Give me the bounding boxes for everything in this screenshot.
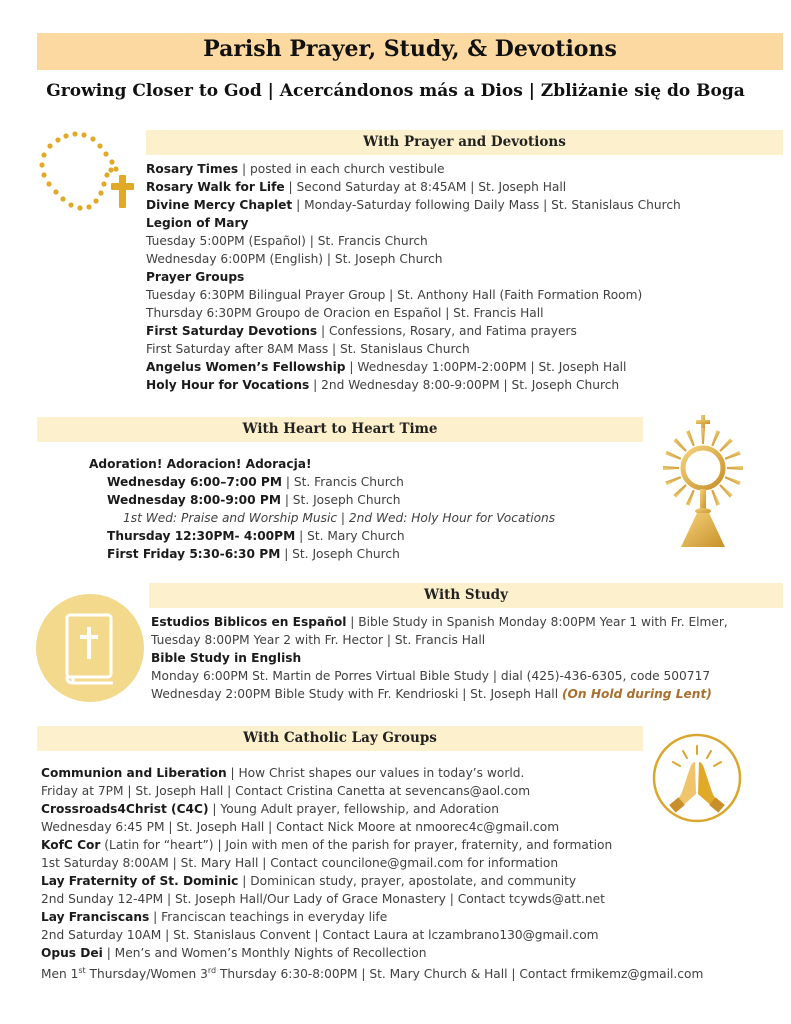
- prayer-section-heading: With Prayer and Devotions: [363, 134, 566, 150]
- list-item: 1st Wed: Praise and Worship Music | 2nd Wed: Holy Hour for Vocations: [123, 511, 556, 525]
- page-title: Parish Prayer, Study, & Devotions: [203, 36, 617, 62]
- list-item: 1st Saturday 8:00AM | St. Mary Hall | Contact councilone@gmail.com for information: [41, 856, 559, 870]
- list-item: Thursday 6:30PM Groupo de Oracion en Español | St. Francis Hall: [146, 306, 544, 320]
- list-item: Men 1st Thursday/Women 3rd Thursday 6:30-8:00PM | St. Mary Church & Hall | Contact frmikemz@gmail.com: [41, 966, 704, 982]
- list-item: Divine Mercy Chaplet | Monday-Saturday following Daily Mass | St. Stanislaus Church: [146, 198, 681, 212]
- list-item: Rosary Walk for Life | Second Saturday at 8:45AM | St. Joseph Hall: [146, 180, 567, 194]
- list-item: Tuesday 8:00PM Year 2 with Fr. Hector | St. Francis Hall: [151, 633, 486, 647]
- list-item: 2nd Sunday 12-4PM | St. Joseph Hall/Our Lady of Grace Monastery | Contact tcywds@att.net: [41, 892, 605, 906]
- prayer-section-body: [146, 160, 681, 394]
- list-item: Tuesday 5:00PM (Español) | St. Francis Church: [146, 234, 428, 248]
- list-item: Opus Dei | Men’s and Women’s Monthly Nights of Recollection: [41, 946, 427, 960]
- study-section-heading: With Study: [424, 587, 508, 603]
- list-item: First Saturday Devotions | Confessions, Rosary, and Fatima prayers: [146, 324, 577, 338]
- list-item: Thursday 12:30PM- 4:00PM | St. Mary Church: [107, 529, 405, 543]
- list-item: Lay Fraternity of St. Dominic | Dominican study, prayer, apostolate, and community: [41, 874, 577, 888]
- list-item: KofC Cor (Latin for “heart”) | Join with men of the parish for prayer, fraternity, and formation: [41, 838, 613, 852]
- list-item: Bible Study in English: [151, 651, 302, 665]
- page-subtitle: Growing Closer to God | Acercándonos más a Dios | Zbliżanie się do Boga: [46, 81, 745, 101]
- list-item: Angelus Women’s Fellowship | Wednesday 1:00PM-2:00PM | St. Joseph Hall: [146, 360, 627, 374]
- list-item: Friday at 7PM | St. Joseph Hall | Contact Cristina Canetta at sevencans@aol.com: [41, 784, 531, 798]
- list-item: Tuesday 6:30PM Bilingual Prayer Group | St. Anthony Hall (Faith Formation Room): [146, 288, 643, 302]
- list-item: Wednesday 8:00-9:00 PM | St. Joseph Church: [107, 493, 401, 507]
- study-section-body: [151, 613, 728, 703]
- list-item: Adoration! Adoracion! Adoracja!: [89, 457, 312, 471]
- list-item: First Friday 5:30-6:30 PM | St. Joseph Church: [107, 547, 400, 561]
- heart-section-body: [89, 455, 555, 563]
- on-hold-note: (On Hold during Lent): [561, 687, 712, 701]
- list-item: Monday 6:00PM St. Martin de Porres Virtual Bible Study | dial (425)-436-6305, code 500717: [151, 669, 711, 683]
- list-item: Holy Hour for Vocations | 2nd Wednesday 8:00-9:00PM | St. Joseph Church: [146, 378, 620, 392]
- list-item: Wednesday 6:00–7:00 PM | St. Francis Church: [107, 475, 404, 489]
- list-item: Communion and Liberation | How Christ shapes our values in today’s world.: [41, 766, 525, 780]
- list-item: Wednesday 6:00PM (English) | St. Joseph Church: [146, 252, 443, 266]
- list-item: Wednesday 2:00PM Bible Study with Fr. Kendrioski | St. Joseph Hall (On Hold during Lent): [151, 687, 712, 701]
- rosary-icon: [36, 128, 140, 218]
- list-item: Wednesday 6:45 PM | St. Joseph Hall | Contact Nick Moore at nmoorec4c@gmail.com: [41, 820, 560, 834]
- list-item: Prayer Groups: [146, 270, 245, 284]
- list-item: Rosary Times | posted in each church vestibule: [146, 162, 445, 176]
- list-item: Estudios Biblicos en Español | Bible Study in Spanish Monday 8:00PM Year 1 with Fr. Elmer,: [151, 615, 728, 629]
- lay-section-heading: With Catholic Lay Groups: [243, 730, 437, 746]
- list-item: Legion of Mary: [146, 216, 249, 230]
- list-item: Lay Franciscans | Franciscan teachings in everyday life: [41, 910, 388, 924]
- heart-section-heading: With Heart to Heart Time: [242, 421, 438, 437]
- bible-icon: [35, 593, 145, 703]
- list-item: First Saturday after 8AM Mass | St. Stanislaus Church: [146, 342, 470, 356]
- list-item: 2nd Saturday 10AM | St. Stanislaus Convent | Contact Laura at lczambrano130@gmail.com: [41, 928, 599, 942]
- lay-section-body: [41, 764, 703, 983]
- list-item: Crossroads4Christ (C4C) | Young Adult prayer, fellowship, and Adoration: [41, 802, 499, 816]
- monstrance-icon: [653, 413, 753, 553]
